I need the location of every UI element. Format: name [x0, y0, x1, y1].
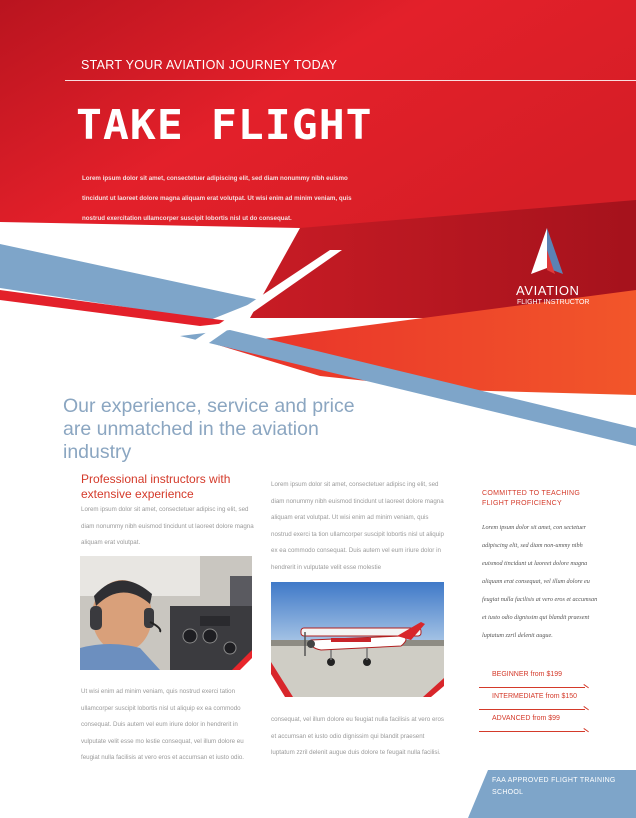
column1-heading: Professional instructors with extensive experience — [81, 472, 231, 501]
airplane-photo — [271, 582, 444, 697]
price-divider — [479, 709, 585, 710]
price-intermediate-label: INTERMEDIATE from $150 — [492, 693, 578, 700]
hero-tagline: START YOUR AVIATION JOURNEY TODAY — [81, 58, 338, 72]
footer-text: FAA APPROVED FLIGHT TRAINING SCHOOL — [492, 777, 616, 796]
main-headline: Our experience, service and price are unmatched in the aviation industry — [63, 395, 355, 463]
wing-logo-icon — [529, 228, 565, 276]
price-beginner — [479, 668, 589, 688]
price-divider — [479, 731, 585, 732]
price-beginner-label: BEGINNER from $199 — [492, 671, 563, 678]
pilot-photo — [80, 556, 252, 670]
column1-paragraph2: Ut wisi enim ad minim veniam, quis nostrud exerci tation ullamcorper suscipit lobortis nisl ut aliquip ex ea commodo consequat. Duis autem vel eum iriure dolor in hendrerit in vulputate velit esse mo lestie consequat, vel illum dolore eu feugiat nulla facilisis at vero eros et accumsan et iusto odio. — [81, 688, 245, 761]
hero-divider — [65, 80, 636, 81]
price-advanced-label: ADVANCED from $99 — [492, 715, 560, 722]
price-advanced — [479, 712, 589, 732]
price-intermediate — [479, 690, 589, 710]
column2-paragraph2: consequat, vel illum dolore eu feugiat nulla facilisis at vero eros et accumsan et iusto odio dignissim qui blandit praesent luptatum zzril delenit augue duis dolore te feugait nulla facilisi. — [271, 716, 444, 756]
column1-paragraph1: Lorem ipsum dolor sit amet, consectetuer adipisc ing elit, sed diam nonummy nibh euismod tincidunt ut laoreet dolore magna aliquam erat volutpat. — [81, 506, 254, 546]
hero-title: TAKE FLIGHT — [76, 101, 373, 149]
price-divider — [479, 687, 585, 688]
sidebar-heading: COMMITTED TO TEACHING FLIGHT PROFICIENCY — [482, 490, 581, 507]
logo-subtitle: FLIGHT INSTRUCTOR — [517, 299, 590, 306]
sidebar-body: Lorem ipsum dolor sit amet, con sectetuer adipiscing elit, sed diam non-ummy nibh euismod tincidunt ut laoreet dolore magna aliquam erat consequat, vel illum dolore eu feugiat nulla facilisis at vero eros et accumsan et iusto odio dignissim qui blandit praesent luptatum zzril delenit augue. — [482, 524, 598, 639]
logo-name: AVIATION — [516, 283, 580, 298]
column2-paragraph1: Lorem ipsum dolor sit amet, consectetuer adipisc ing elit, sed diam nonummy nibh euismod tincidunt ut laoreet dolore magna aliquam erat volutpat. Ut wisi enim ad minim veniam, quis nostrud exerci ta tion ullamcorper suscipit lobortis nisl ut aliquip ex ea commodo consequat. Duis autem vel eum iriure dolor in hendrerit in vulputate velit esse molestie — [271, 481, 444, 571]
hero-body-text: Lorem ipsum dolor sit amet, consectetuer adipiscing elit, sed diam nonummy nibh euismo tincidunt ut laoreet dolore magna aliquam erat volutpat. Ut wisi enim ad minim veniam, quis nostrud exercitation ullamcorper suscipit lobortis nisl ut do consequat. — [82, 175, 352, 222]
